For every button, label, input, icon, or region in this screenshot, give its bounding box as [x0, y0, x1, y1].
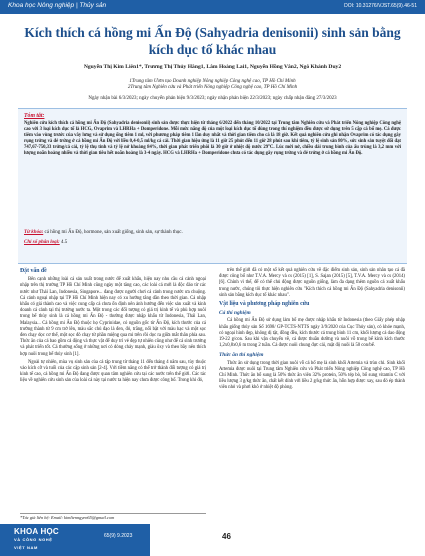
section-label: Khoa học Nông nghiệp | Thủy sản — [8, 2, 107, 9]
article-title: Kích thích cá hồng mi Ấn Độ (Sahyadria denisonii) sinh sản bằng kích dục tố khác nhau — [24, 25, 401, 57]
right-column — [219, 268, 405, 394]
keywords — [24, 230, 401, 236]
journal-logo: KHOA HỌC VÀ CÔNG NGHỆ VIỆT NAM — [14, 527, 59, 550]
affiliation-2: 2Trung tâm Nghiên cứu và Phát triển Nông nghiệp Công nghệ cao, TP Hồ Chí Minh — [127, 85, 298, 91]
paragraph: Thức ăn sử dụng trong thời gian nuôi vỗ cá bố mẹ là sinh khối Artemia và trùn chỉ. Sinh khối Artemia được nuôi tại Trung tâm Nghiên cứu và Phát triển Nông nghiệp Công nghệ cao, TP Hồ Chí Minh. Thức ăn bổ sung là 50% thức ăn viên 32% protein, 50% tép bò, bổ sung vitamin C với liều lượng 3 g/kg thức ăn, chất kết dính với liều 2 g/kg thức ăn, hỗn hợp được xay, sau đó ép thành viên nhỏ và phơi khô ở nhiệt độ phòng. — [219, 360, 405, 391]
affiliation-1: 1Trung tâm Ươm tạo Doanh nghiệp Nông nghiệp Công nghệ cao, TP Hồ Chí Minh — [129, 79, 296, 84]
issue-label: 65(9) 9.2023 — [104, 533, 133, 539]
paragraph: trên thế giới đã có một số kết quả nghiên cứu về đặc điểm sinh sản, sinh sản nhân tạo cá đã được công bố như T.V.A. Mercy và cs (2015) [1], S. Sajan (2015) [5], T.V.A. Mercy và cs (2014) [6]. Chính vì thế, để có thể chủ động được nguồn giống, làm đa dạng thêm nguồn cá xuất khẩu trong nước, chúng tôi thực hiện nghiên cứu "Kích thích cá hồng mi Ấn Độ (Sahyadria denisonii) sinh sản bằng kích dục tố khác nhau". — [219, 268, 405, 298]
methods-heading: Vật liệu và phương pháp nghiên cứu — [219, 301, 310, 308]
subsection-heading: Cá thí nghiệm — [219, 310, 251, 317]
keywords-value: cá hồng mi Ấn Độ, hormone, sản xuất giống, sinh sản, sự thành thục. — [44, 230, 183, 235]
classification-value: 4.5 — [60, 240, 68, 245]
author-list: Nguyễn Thị Kim Liên1*, Trương Thị Thủy Hằng1, Lâm Hoàng Lai1, Nguyễn Hồng Vân2, Ngô Khánh Duy2 — [83, 64, 342, 70]
page-number: 46 — [222, 532, 231, 541]
affiliations — [20, 79, 405, 92]
submission-dates: Ngày nhận bài 6/3/2023; ngày chuyển phản biện 9/3/2023; ngày nhận phản biện 22/3/2023; ngày chấp nhận đăng 27/3/2023 — [88, 96, 337, 101]
top-header-bar — [0, 0, 425, 14]
intro-heading: Đặt vấn đề — [20, 268, 47, 274]
corresponding-author-footnote: *Tác giả liên hệ: Email: kimlienngyen65@gmail.com — [20, 513, 206, 520]
paragraph: Ngoài tự nhiên, mùa vụ sinh sản của cá tập trung từ tháng 11 đến tháng 4 năm sau, tùy thuộc vào kích cỡ và tuổi của các cặp sinh sản [2-4]. Với tiềm năng có thể trở thành đối tượng có giá trị kinh tế cao, cá hồng mi Ấn Độ đang được quan tâm nghiên cứu tại các nước trên thế giới. Các tác liệu về nghiên cứu sinh sản của loài cá này tại nước ta hiện nay chưa được công bố. Trong khi đó, — [20, 359, 206, 384]
doi-label: DOI: 10.31276/VJST.65(9).46-51 — [344, 3, 417, 9]
paragraph: Bên cạnh những loài cá sản xuất trong nước để xuất khẩu, hiện nay nhu cầu cá cảnh ngoại nhập trên thị trường TP Hồ Chí Minh cũng ngày một tăng cao, các loài cá mới là độc đáo từ các nước như Thái Lan, Indonesia, Singapore... đang được người chơi cá cảnh trong nước ưa chuộng. Cá cảnh ngoại nhập tại TP Hồ Chí Minh hiện nay có xu hướng tăng dần theo thời gian. Cá nhập khẩu có giá thành cao và việc cung cấp cá chưa ổn định nên ảnh hưởng đến việc sản xuất và kinh doanh cá cảnh tại thị trường nước ta. Một trong các đối tượng có giá trị kinh tế và phù hợp nuôi trong bể thủy sinh là cá hồng mi Ấn Độ - thường được nhập khẩu từ Indonesia, Thái Lan, Malaysia... Cá hồng mi Ấn Độ thuộc họ Cyprinidae, có nguồn gốc từ Ấn Độ, kích thước của cá trưởng thành từ 9 cm trở lên, màu sắc chủ đạo là đen, đỏ, trắng, nổi bật với màu hạc và một sọc đen chạy dọc cơ thể, một sọc đỏ chạy từ phần miệng qua mi trên rồi dọc ra giữa mắt thân phía sau. Thức ăn của cá bao gồm cả động và thực vật để duy trì vẻ đẹp tự nhiên cũng như để cá sinh trưởng và phát triển tốt. Cá thường sống ở những nơi có dòng chảy mạnh, giàu ôxy và theo bầy nên thích hợp nuôi trong bể thủy sinh [1]. — [20, 277, 206, 357]
subsection-heading: Thức ăn thí nghiệm — [219, 352, 264, 359]
classification-index — [24, 240, 67, 245]
footer-bar — [0, 524, 425, 556]
classification-label: Chỉ số phân loại: — [24, 240, 60, 245]
left-column — [20, 268, 206, 387]
abstract-heading: Tóm tắt: — [24, 113, 45, 119]
paragraph: Cá hồng mi Ấn Độ sử dụng làm bố mẹ được nhập khẩu từ Indonesia (theo Giấy phép nhập khẩu giống thủy sản Số 1698/ GP-TCTS-NTTS ngày 3/9/2020 của Cục Thủy sản), có khỏe mạnh, có ngoại hình đẹp, không dị tật, đồng đều, kích thước cá trung bình 11 cm, khối lượng cá dao động 19-22 g/con. Sau khi vận chuyển về, cá được thuần dưỡng và nuôi vỗ trong bể kính kích thước 1,2x0,8x0,6 m trong 2 tuần. Cá được nuôi chung đực cái, mật độ nuôi là 50 con/bể. — [219, 318, 405, 349]
keywords-label: Từ khóa: — [24, 230, 44, 235]
footer-brand-block — [0, 524, 150, 556]
abstract-text: Nghiên cứu kích thích cá hồng mi Ấn Độ (Sahyadria denisonii) sinh sản được thực hiện từ tháng 6/2022 đến tháng 10/2022 tại Trung tâm Nghiên cứu và Phát triển Nông nghiệp Công nghệ cao với 3 loại kích dục tố là HCG, Ovaprim và LHRHa + Domperidone. Mỗi mức năng độ của một loại kích dục tố dùng trong thí nghiệm đều được sử dụng trên 5 cặp cá bố mẹ. Cá được tiêm vào vùng trước của vây lưng và sử dụng ống tiêm 1 ml, với phương pháp tiêm 1 lần duy nhất và thời gian tiêm cho cá là 18 giờ. Kết quả nghiên cứu ghi nhận Ovaprim có tác dụng gây rụng trứng và đẻ trứng ở cá hồng mi Ấn Độ với liều 0,4-0,5 ml/kg cá cái. Thời gian hiệu ứng là 11 giờ 25 phút đến 11 giờ 28 phút sau khi tiêm, tỷ lệ sinh sản 80%, sức sinh sản tuyệt đối đạt 747,67-750,33 trứng/cá cái, tỷ lệ thụ tinh và tỷ lệ nở khoảng 84%, thời gian phát triển phôi là 30 giờ ở nhiệt độ nước 29°C. Lúc mới nở, chiều dài trung bình của ấu trùng là 3,2 mm với lượng noãn hoàng nhiều và thời gian tiêu hết noãn hoàng là 3-4 ngày. HCG và LHRHa + Domperidone chưa có tác dụng gây rụng trứng và đẻ trứng ở cá hồng mi Ấn Độ. — [24, 121, 401, 157]
